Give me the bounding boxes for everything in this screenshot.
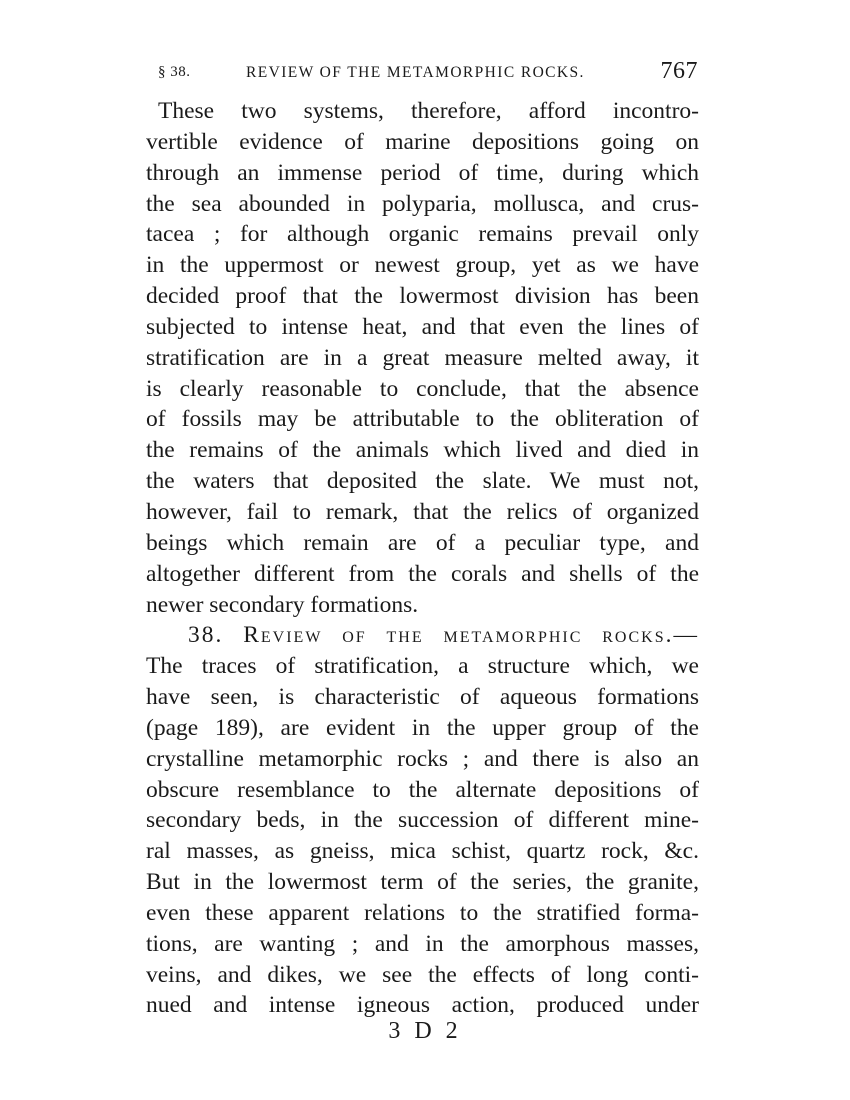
page-number: 767 [660, 58, 698, 84]
text-line: The traces of stratification, a structure which, we [146, 653, 699, 680]
text-line: in the uppermost or newest group, yet as we have [146, 252, 699, 279]
section-heading: 38. Review of the metamorphic rocks.— [188, 622, 699, 649]
text-line: subjected to intense heat, and that even the lines of [146, 313, 699, 340]
text-line: newer secondary formations. [146, 591, 419, 618]
text-line: (page 189), are evident in the upper group of the [146, 714, 699, 741]
body-text [146, 96, 699, 1021]
text-line: These two systems, therefore, afford incontro- [158, 98, 699, 124]
text-line: nued and intense igneous action, produced under [146, 992, 699, 1019]
text-line: obscure resemblance to the alternate depositions of [146, 776, 699, 803]
text-line: even these apparent relations to the stratified forma- [146, 899, 699, 926]
text-line: the sea abounded in polyparia, mollusca, and crus- [146, 190, 699, 217]
text-line: secondary beds, in the succession of different mine- [146, 807, 699, 834]
text-line: crystalline metamorphic rocks ; and there is also an [146, 745, 699, 772]
text-line: however, fail to remark, that the relics of organized [146, 498, 699, 525]
text-line: the waters that deposited the slate. We must not, [146, 468, 699, 495]
text-line: But in the lowermost term of the series, the granite, [146, 869, 699, 896]
text-line: veins, and dikes, we see the effects of long conti- [146, 961, 699, 988]
text-line: the remains of the animals which lived and died in [146, 437, 699, 464]
text-line: altogether different from the corals and shells of the [146, 560, 699, 587]
text-line: is clearly reasonable to conclude, that the absence [146, 375, 699, 402]
text-line: ral masses, as gneiss, mica schist, quartz rock, &c. [146, 838, 699, 865]
text-line: beings which remain are of a peculiar type, and [146, 529, 699, 556]
signature-mark: 3 D 2 [388, 1018, 462, 1044]
text-line: stratification are in a great measure melted away, it [146, 344, 699, 371]
text-line: vertible evidence of marine depositions going on [146, 128, 699, 155]
text-line: tacea ; for although organic remains prevail only [146, 221, 699, 248]
text-line: through an immense period of time, during which [146, 159, 699, 186]
text-line: have seen, is characteristic of aqueous formations [146, 684, 699, 711]
running-head-title: REVIEW OF THE METAMORPHIC ROCKS. [246, 64, 585, 81]
text-line: of fossils may be attributable to the obliteration of [146, 406, 699, 433]
running-head [158, 58, 698, 88]
section-marker: § 38. [158, 64, 191, 80]
text-line: decided proof that the lowermost division has been [146, 283, 699, 310]
text-line: tions, are wanting ; and in the amorphous masses, [146, 930, 699, 957]
